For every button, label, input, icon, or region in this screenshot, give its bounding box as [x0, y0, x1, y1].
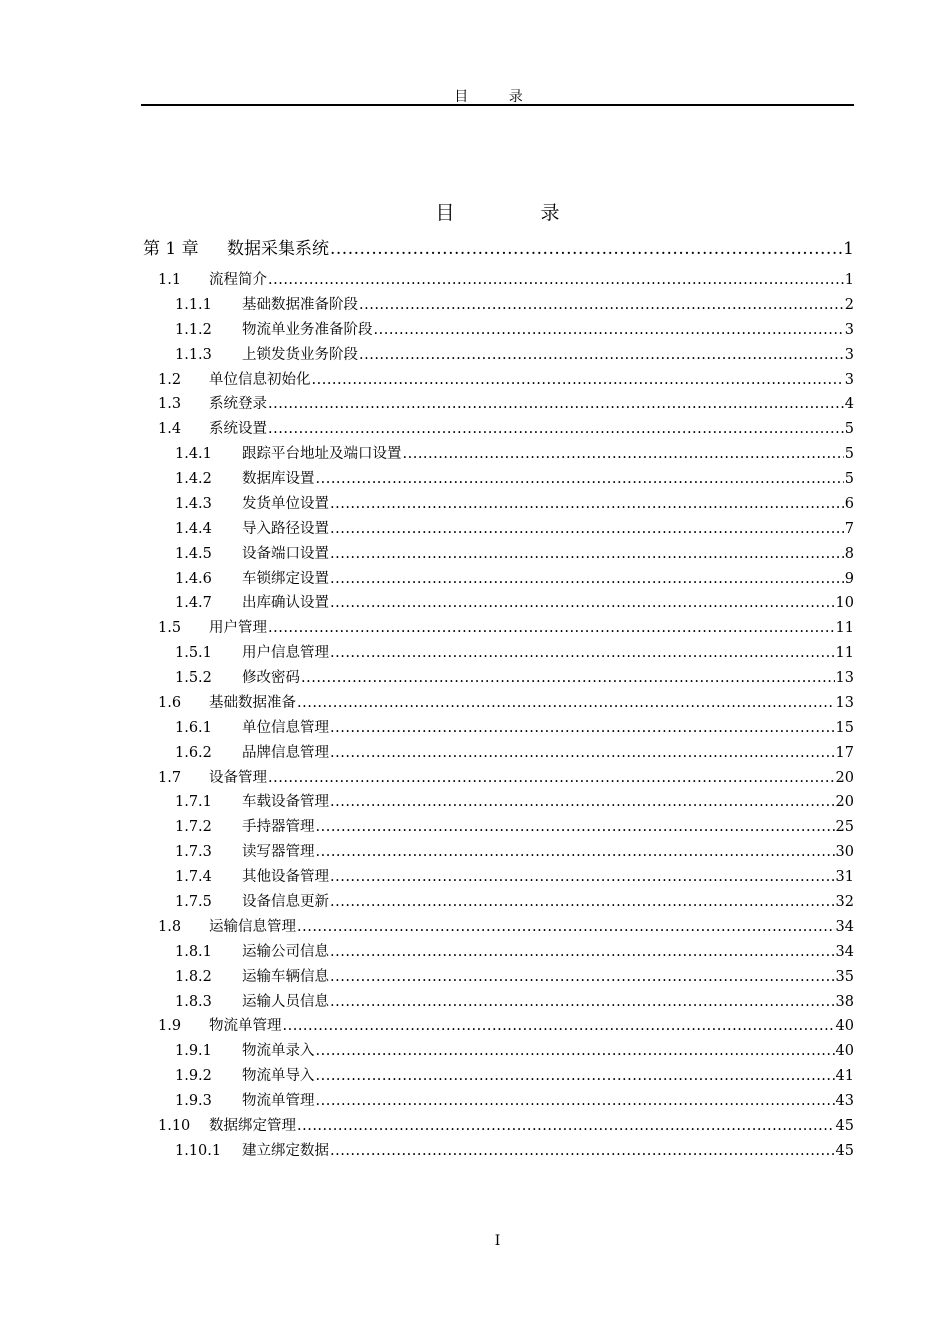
- toc-entry-page: 10: [835, 595, 854, 612]
- toc-section-entry[interactable]: [158, 368, 854, 389]
- toc-dot-leader: [301, 670, 835, 686]
- toc-entry-page: 2: [844, 296, 854, 313]
- toc-subsection-entry[interactable]: [175, 741, 854, 762]
- toc-entry-title: 系统设置: [209, 421, 267, 438]
- toc-entry-number: 1.8.3: [175, 993, 212, 1010]
- toc-entry-title: 单位信息初始化: [209, 371, 311, 388]
- toc-entry-number: 第 1 章: [143, 239, 199, 259]
- toc-entry-number: 1.5.1: [175, 645, 212, 662]
- toc-entry-number: 1.4.3: [175, 495, 212, 512]
- toc-subsection-entry[interactable]: [175, 815, 854, 836]
- toc-entry-number: 1.4.6: [175, 570, 212, 587]
- toc-dot-leader: [403, 446, 844, 462]
- toc-subsection-entry[interactable]: [175, 890, 854, 911]
- toc-dot-leader: [330, 645, 835, 661]
- toc-entry-title: 其他设备管理: [242, 869, 329, 886]
- toc-entry-number: 1.7.4: [175, 869, 212, 886]
- toc-entry-number: 1.1: [158, 272, 182, 288]
- toc-dot-leader: [268, 396, 844, 412]
- toc-entry-page: 11: [835, 620, 854, 637]
- toc-dot-leader: [330, 239, 842, 259]
- toc-subsection-entry[interactable]: [175, 865, 854, 886]
- toc-dot-leader: [297, 919, 835, 935]
- toc-entry-number: 1.6.2: [175, 744, 212, 761]
- toc-entry-title: 上锁发货业务阶段: [242, 346, 358, 363]
- toc-entry-title: 数据采集系统: [227, 239, 329, 259]
- toc-entry-number: 1.6: [158, 694, 182, 711]
- toc-entry-title: 导入路径设置: [242, 520, 329, 537]
- toc-dot-leader: [359, 347, 844, 363]
- toc-entry-number: 1.7: [158, 769, 182, 786]
- toc-entry-page: 20: [835, 794, 854, 811]
- toc-entry-title: 物流单导入: [242, 1068, 315, 1085]
- toc-entry-number: 1.6.1: [175, 719, 212, 736]
- toc-subsection-entry[interactable]: [175, 343, 854, 364]
- toc-section-entry[interactable]: [158, 766, 854, 787]
- toc-entry-title: 系统登录: [209, 396, 267, 413]
- toc-dot-leader: [297, 1118, 835, 1134]
- toc-entry-page: 40: [835, 1043, 854, 1060]
- toc-subsection-entry[interactable]: [175, 517, 854, 538]
- toc-subsection-entry[interactable]: [175, 542, 854, 563]
- toc-entry-number: 1.4.2: [175, 471, 212, 488]
- toc-entry-page: 45: [835, 1142, 854, 1159]
- toc-entry-number: 1.1.1: [175, 296, 212, 313]
- running-header: 目 录: [454, 89, 541, 105]
- toc-dot-leader: [268, 620, 835, 636]
- toc-entry-title: 跟踪平台地址及端口设置: [242, 446, 402, 463]
- toc-entry-title: 流程简介: [209, 272, 267, 288]
- toc-subsection-entry[interactable]: [175, 641, 854, 662]
- toc-dot-leader: [359, 297, 844, 313]
- toc-section-entry[interactable]: [158, 1014, 854, 1035]
- toc-entry-page: 5: [844, 471, 854, 488]
- toc-entry-title: 单位信息管理: [242, 719, 329, 736]
- toc-subsection-entry[interactable]: [175, 990, 854, 1011]
- toc-entry-title: 数据库设置: [242, 471, 315, 488]
- toc-entry-page: 40: [835, 1018, 854, 1035]
- toc-subsection-entry[interactable]: [175, 442, 854, 463]
- toc-dot-leader: [330, 894, 835, 910]
- toc-dot-leader: [330, 720, 835, 736]
- toc-entry-title: 设备管理: [209, 769, 267, 786]
- toc-entry-title: 手持器管理: [242, 819, 315, 836]
- toc-title: 目 录: [435, 202, 600, 224]
- toc-entry-number: 1.9.3: [175, 1093, 212, 1110]
- toc-dot-leader: [330, 969, 835, 985]
- toc-entry-page: 41: [835, 1068, 854, 1085]
- toc-entry-title: 运输信息管理: [209, 918, 296, 935]
- toc-dot-leader: [316, 844, 835, 860]
- toc-entry-page: 1: [844, 272, 854, 288]
- toc-chapter-entry[interactable]: [143, 234, 854, 259]
- toc-entry-page: 9: [844, 570, 854, 587]
- toc-section-entry[interactable]: [158, 915, 854, 936]
- toc-dot-leader: [330, 496, 844, 512]
- toc-entry-number: 1.7.2: [175, 819, 212, 836]
- toc-entry-page: 35: [835, 968, 854, 985]
- toc-entry-page: 32: [835, 894, 854, 910]
- toc-entry-number: 1.5: [158, 620, 182, 637]
- toc-subsection-entry[interactable]: [175, 467, 854, 488]
- toc-subsection-entry[interactable]: [175, 940, 854, 961]
- toc-entry-title: 用户管理: [209, 620, 267, 637]
- header-rule: [141, 104, 854, 106]
- toc-entry-title: 品牌信息管理: [242, 744, 329, 761]
- toc-subsection-entry[interactable]: [175, 1139, 854, 1160]
- toc-entry-title: 出库确认设置: [242, 595, 329, 612]
- toc-dot-leader: [330, 571, 844, 587]
- toc-entry-page: 17: [835, 744, 854, 761]
- toc-dot-leader: [330, 994, 835, 1010]
- toc-entry-page: 38: [835, 993, 854, 1010]
- toc-subsection-entry[interactable]: [175, 1064, 854, 1085]
- toc-subsection-entry[interactable]: [175, 567, 854, 588]
- toc-entry-page: 5: [844, 421, 854, 438]
- toc-entry-page: 34: [835, 918, 854, 935]
- toc-dot-leader: [330, 521, 844, 537]
- toc-section-entry[interactable]: [158, 616, 854, 637]
- toc-dot-leader: [268, 272, 844, 288]
- toc-subsection-entry[interactable]: [175, 790, 854, 811]
- toc-entry-number: 1.7.3: [175, 844, 212, 861]
- toc-dot-leader: [312, 372, 844, 388]
- toc-entry-title: 物流单业务准备阶段: [242, 321, 373, 338]
- toc-entry-page: 31: [835, 869, 854, 886]
- toc-entry-page: 25: [835, 819, 854, 836]
- toc-entry-number: 1.5.2: [175, 670, 212, 687]
- toc-dot-leader: [268, 770, 835, 786]
- toc-entry-title: 物流单录入: [242, 1043, 315, 1060]
- toc-entry-number: 1.4.7: [175, 595, 212, 612]
- toc-entry-page: 20: [835, 769, 854, 786]
- toc-entry-page: 1: [843, 239, 854, 259]
- toc-entry-number: 1.1.3: [175, 346, 212, 363]
- toc-dot-leader: [316, 1093, 835, 1109]
- toc-subsection-entry[interactable]: [175, 716, 854, 737]
- toc-subsection-entry[interactable]: [175, 293, 854, 314]
- toc-entry-number: 1.8: [158, 918, 182, 935]
- toc-entry-number: 1.3: [158, 396, 182, 413]
- page-number: I: [494, 1233, 501, 1249]
- toc-entry-number: 1.9.1: [175, 1043, 212, 1060]
- toc-dot-leader: [374, 322, 844, 338]
- toc-entry-number: 1.10.1: [175, 1142, 222, 1159]
- toc-dot-leader: [316, 1043, 835, 1059]
- toc-entry-title: 建立绑定数据: [242, 1142, 329, 1159]
- toc-entry-number: 1.4.4: [175, 520, 212, 537]
- toc-section-entry[interactable]: [158, 417, 854, 438]
- toc-entry-title: 修改密码: [242, 670, 300, 687]
- toc-entry-page: 8: [844, 545, 854, 562]
- toc-entry-number: 1.2: [158, 371, 182, 388]
- toc-entry-page: 7: [844, 520, 854, 537]
- toc-entry-title: 运输公司信息: [242, 943, 329, 960]
- toc-entry-number: 1.7.5: [175, 894, 212, 910]
- toc-dot-leader: [330, 546, 844, 562]
- toc-entry-title: 车载设备管理: [242, 794, 329, 811]
- toc-entry-page: 13: [835, 694, 854, 711]
- toc-section-entry[interactable]: [158, 691, 854, 712]
- toc-entry-page: 45: [835, 1117, 854, 1134]
- toc-dot-leader: [297, 695, 835, 711]
- toc-dot-leader: [316, 471, 844, 487]
- toc-subsection-entry[interactable]: [175, 666, 854, 687]
- toc-subsection-entry[interactable]: [175, 965, 854, 986]
- toc-entry-number: 1.4.5: [175, 545, 212, 562]
- toc-entry-title: 物流单管理: [242, 1093, 315, 1110]
- toc-entry-title: 发货单位设置: [242, 495, 329, 512]
- toc-section-entry[interactable]: [158, 1114, 854, 1135]
- toc-entry-number: 1.7.1: [175, 794, 212, 811]
- toc-subsection-entry[interactable]: [175, 492, 854, 513]
- toc-entry-page: 4: [844, 396, 854, 413]
- toc-entry-title: 基础数据准备阶段: [242, 296, 358, 313]
- toc-entry-page: 43: [835, 1093, 854, 1110]
- toc-entry-page: 3: [844, 346, 854, 363]
- toc-entry-title: 设备端口设置: [242, 545, 329, 562]
- toc-dot-leader: [316, 819, 835, 835]
- toc-entry-title: 设备信息更新: [242, 894, 329, 910]
- toc-dot-leader: [330, 745, 835, 761]
- toc-subsection-entry[interactable]: [175, 318, 854, 339]
- toc-entry-title: 运输人员信息: [242, 993, 329, 1010]
- toc-dot-leader: [268, 421, 844, 437]
- toc-dot-leader: [330, 794, 835, 810]
- toc-entry-page: 6: [844, 495, 854, 512]
- toc-entry-page: 30: [835, 844, 854, 861]
- toc-entry-number: 1.4.1: [175, 446, 212, 463]
- toc-subsection-entry[interactable]: [175, 1039, 854, 1060]
- toc-entry-page: 34: [835, 943, 854, 960]
- toc-entry-page: 5: [844, 446, 854, 463]
- toc-entry-number: 1.8.1: [175, 943, 212, 960]
- toc-entry-title: 运输车辆信息: [242, 968, 329, 985]
- toc-subsection-entry[interactable]: [175, 840, 854, 861]
- toc-section-entry[interactable]: [158, 268, 854, 289]
- toc-entry-page: 13: [835, 670, 854, 687]
- toc-entry-number: 1.9.2: [175, 1068, 212, 1085]
- toc-entry-title: 基础数据准备: [209, 694, 296, 711]
- toc-entry-number: 1.9: [158, 1018, 182, 1035]
- toc-entry-number: 1.10: [158, 1117, 191, 1134]
- toc-entry-page: 3: [844, 321, 854, 338]
- toc-entry-title: 物流单管理: [209, 1018, 282, 1035]
- toc-entry-page: 15: [835, 719, 854, 736]
- toc-subsection-entry[interactable]: [175, 1089, 854, 1110]
- toc-entry-title: 数据绑定管理: [209, 1117, 296, 1134]
- toc-entry-number: 1.8.2: [175, 968, 212, 985]
- toc-entry-title: 用户信息管理: [242, 645, 329, 662]
- toc-entry-page: 11: [835, 645, 854, 662]
- toc-dot-leader: [283, 1018, 835, 1034]
- toc-dot-leader: [330, 869, 835, 885]
- toc-entry-number: 1.1.2: [175, 321, 212, 338]
- toc-dot-leader: [330, 595, 835, 611]
- toc-section-entry[interactable]: [158, 392, 854, 413]
- toc-entry-number: 1.4: [158, 421, 182, 438]
- toc-dot-leader: [316, 1068, 835, 1084]
- toc-subsection-entry[interactable]: [175, 591, 854, 612]
- toc-dot-leader: [330, 1143, 835, 1159]
- toc-entry-page: 3: [844, 371, 854, 388]
- toc-dot-leader: [330, 944, 835, 960]
- toc-entry-title: 车锁绑定设置: [242, 570, 329, 587]
- toc-entry-title: 读写器管理: [242, 844, 315, 861]
